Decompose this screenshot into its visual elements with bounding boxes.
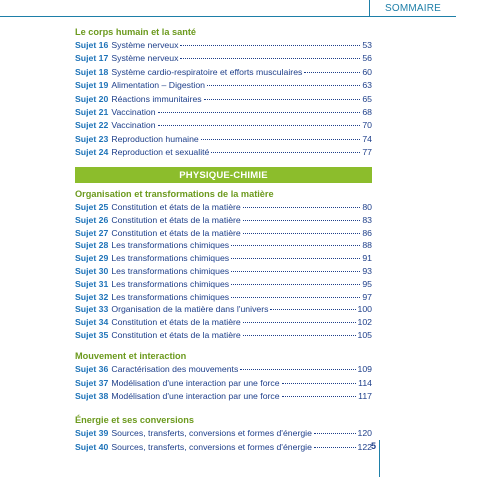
dot-leader [204, 99, 361, 100]
dot-leader [282, 396, 357, 397]
toc-entry[interactable] [75, 329, 372, 341]
subject-title: Modélisation d'une interaction par une force [111, 391, 280, 402]
page-ref: 74 [362, 133, 372, 144]
page-ref: 88 [362, 240, 372, 251]
toc-entry[interactable] [75, 214, 372, 226]
page-ref: 102 [357, 317, 372, 328]
subject-title: Système nerveux [111, 53, 179, 64]
subject-number: Sujet 37 [75, 377, 109, 388]
dot-leader [282, 383, 357, 384]
dot-leader [314, 447, 356, 448]
header-bar [0, 0, 477, 22]
subject-title: Système cardio-respiratoire et efforts musculaires [111, 66, 303, 77]
subject-title: Vaccination [111, 107, 156, 117]
subject-title: Système nerveux [111, 40, 179, 50]
dot-leader [243, 322, 356, 323]
subject-title: Les transformations chimiques [111, 240, 230, 251]
section-heading-matiere: Organisation et transformations de la matière [75, 189, 274, 199]
dot-leader [231, 297, 360, 298]
page-number-rule [379, 440, 380, 477]
dot-leader [243, 207, 361, 208]
dot-leader [240, 369, 355, 370]
dot-leader [180, 45, 360, 46]
subject-number: Sujet 39 [75, 428, 109, 438]
dot-leader [211, 152, 360, 153]
dot-leader [231, 258, 360, 259]
toc-entry[interactable] [75, 265, 372, 277]
subject-number: Sujet 30 [75, 266, 109, 276]
section-heading-energie: Énergie et ses conversions [75, 415, 194, 425]
subject-number: Sujet 38 [75, 391, 109, 402]
page-ref: 109 [357, 364, 372, 374]
subject-title: Alimentation – Digestion [111, 80, 206, 91]
subject-number: Sujet 24 [75, 147, 109, 158]
subject-number: Sujet 36 [75, 364, 109, 374]
page-ref: 80 [362, 202, 372, 212]
dot-leader [158, 112, 361, 113]
toc-entry[interactable] [75, 106, 372, 118]
page-ref: 114 [358, 377, 372, 388]
page-ref: 63 [362, 80, 372, 91]
subject-title: Caractérisation des mouvements [111, 364, 239, 374]
subject-number: Sujet 27 [75, 227, 109, 238]
dot-leader [180, 58, 360, 59]
page-ref: 93 [362, 266, 372, 276]
page-ref: 53 [362, 40, 372, 50]
subject-number: Sujet 18 [75, 66, 109, 77]
dot-leader [314, 433, 356, 434]
dot-leader [207, 85, 360, 86]
dot-leader [243, 220, 361, 221]
page-title: SOMMAIRE [369, 0, 456, 17]
subject-number: Sujet 28 [75, 240, 109, 251]
toc-entry[interactable] [75, 66, 372, 78]
toc-entry[interactable] [75, 79, 372, 91]
subject-banner: PHYSIQUE-CHIMIE [75, 167, 372, 183]
subject-number: Sujet 40 [75, 441, 109, 452]
toc-entry[interactable] [75, 278, 372, 290]
dot-leader [231, 284, 360, 285]
subject-number: Sujet 23 [75, 133, 109, 144]
subject-title: Modélisation d'une interaction par une force [111, 377, 280, 388]
page-ref: 60 [362, 66, 372, 77]
subject-title: Constitution et états de la matière [111, 214, 241, 225]
page-ref: 120 [357, 428, 372, 438]
header-rule [0, 16, 370, 17]
subject-title: Constitution et états de la matière [111, 227, 241, 238]
toc-entry[interactable] [75, 201, 372, 213]
dot-leader [201, 139, 361, 140]
subject-number: Sujet 35 [75, 330, 109, 340]
subject-title: Reproduction et sexualité [111, 147, 210, 158]
subject-number: Sujet 33 [75, 304, 109, 315]
section-heading-mouvement: Mouvement et interaction [75, 351, 187, 361]
toc-entry[interactable] [75, 363, 372, 375]
subject-number: Sujet 32 [75, 291, 109, 302]
subject-title: Constitution et états de la matière [111, 202, 241, 212]
toc-entry[interactable] [75, 93, 372, 105]
page-ref: 56 [362, 53, 372, 64]
toc-entry[interactable] [75, 291, 372, 303]
toc-entry[interactable] [75, 52, 372, 64]
toc-entry[interactable] [75, 377, 372, 389]
subject-title: Reproduction humaine [111, 133, 199, 144]
subject-number: Sujet 31 [75, 278, 109, 289]
subject-number: Sujet 21 [75, 107, 109, 117]
subject-number: Sujet 25 [75, 202, 109, 212]
page-ref: 97 [362, 291, 372, 302]
page-ref: 70 [362, 120, 372, 131]
toc-entry[interactable] [75, 146, 372, 158]
subject-number: Sujet 19 [75, 80, 109, 91]
page-ref: 91 [362, 253, 372, 264]
toc-entry[interactable] [75, 252, 372, 264]
toc-entry[interactable] [75, 303, 372, 315]
subject-title: Les transformations chimiques [111, 253, 230, 264]
page-ref: 100 [357, 304, 372, 315]
subject-title: Les transformations chimiques [111, 266, 230, 276]
subject-title: Constitution et états de la matière [111, 330, 241, 340]
section-heading-corps-humain: Le corps humain et la santé [75, 27, 197, 37]
toc-entry[interactable] [75, 441, 372, 453]
page-ref: 117 [358, 391, 372, 402]
dot-leader [158, 125, 361, 126]
subject-title: Les transformations chimiques [111, 291, 230, 302]
page-ref: 105 [357, 330, 372, 340]
dot-leader [304, 72, 360, 73]
toc-entry[interactable] [75, 119, 372, 131]
subject-number: Sujet 29 [75, 253, 109, 264]
page-ref: 77 [362, 147, 372, 158]
subject-number: Sujet 17 [75, 53, 109, 64]
toc-entry[interactable] [75, 316, 372, 328]
page-ref: 65 [362, 93, 372, 104]
page-ref: 122 [357, 441, 372, 452]
toc-entry[interactable] [75, 133, 372, 145]
page-ref: 68 [362, 107, 372, 117]
subject-title: Constitution et états de la matière [111, 317, 241, 328]
toc-entry[interactable] [75, 227, 372, 239]
page-number: 5 [371, 441, 377, 451]
subject-title: Sources, transferts, conversions et formes d'énergie [111, 428, 312, 438]
toc-entry[interactable] [75, 39, 372, 51]
dot-leader [231, 245, 360, 246]
subject-number: Sujet 22 [75, 120, 109, 131]
subject-number: Sujet 34 [75, 317, 109, 328]
toc-entry[interactable] [75, 239, 372, 251]
dot-leader [231, 271, 360, 272]
subject-number: Sujet 16 [75, 40, 109, 50]
dot-leader [270, 309, 355, 310]
subject-title: Vaccination [111, 120, 156, 131]
page-ref: 95 [362, 278, 372, 289]
dot-leader [243, 233, 361, 234]
dot-leader [243, 335, 356, 336]
subject-title: Réactions immunitaires [111, 93, 202, 104]
page-ref: 83 [362, 214, 372, 225]
toc-entry[interactable] [75, 390, 372, 402]
subject-title: Sources, transferts, conversions et formes d'énergie [111, 441, 312, 452]
subject-title: Les transformations chimiques [111, 278, 230, 289]
page-ref: 86 [362, 227, 372, 238]
subject-number: Sujet 26 [75, 214, 109, 225]
toc-entry[interactable] [75, 427, 372, 439]
subject-number: Sujet 20 [75, 93, 109, 104]
subject-title: Organisation de la matière dans l'univers [111, 304, 269, 315]
